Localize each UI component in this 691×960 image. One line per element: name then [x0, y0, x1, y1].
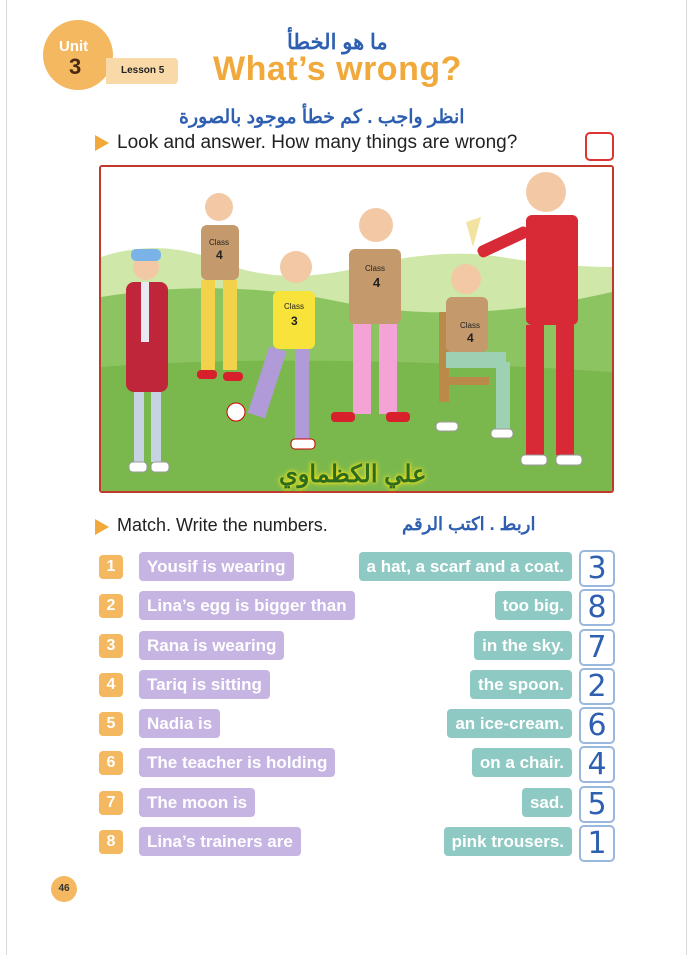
sentence-start: Nadia is: [139, 709, 220, 738]
instruction-2: Match. Write the numbers.: [117, 515, 328, 535]
answer-field[interactable]: 4: [579, 746, 615, 783]
row-number: 2: [99, 594, 123, 618]
answer-field[interactable]: 6: [579, 707, 615, 744]
unit-label: Unit: [59, 38, 89, 55]
answer-box[interactable]: [585, 132, 614, 161]
match-row: [7, 629, 686, 665]
page-number: 46: [51, 876, 77, 902]
answer-field[interactable]: 7: [579, 629, 615, 666]
shirt-number: 3: [291, 314, 298, 328]
sentence-end: too big.: [495, 591, 572, 620]
match-row: [7, 746, 686, 782]
page-title: What’s wrong?: [213, 50, 462, 88]
shirt-number: 4: [373, 275, 381, 290]
row-number: 8: [99, 830, 123, 854]
lesson-tab: [106, 58, 178, 84]
sentence-end: an ice-cream.: [447, 709, 572, 738]
sentence-start: Yousif is wearing: [139, 552, 294, 581]
shirt-label: Class: [460, 321, 481, 330]
sentence-start: Lina’s egg is bigger than: [139, 591, 355, 620]
textbook-page: [6, 0, 687, 955]
match-row: [7, 550, 686, 586]
arabic-instruction-2: اربط . اكتب الرقم: [402, 514, 536, 534]
sentence-end: in the sky.: [474, 631, 572, 660]
illustration: [99, 165, 614, 493]
lesson-label: Lesson 5: [121, 65, 165, 76]
row-number: 5: [99, 712, 123, 736]
sentence-end: sad.: [522, 788, 572, 817]
sentence-start: The moon is: [139, 788, 255, 817]
match-row: [7, 668, 686, 704]
row-number: 7: [99, 791, 123, 815]
match-row: [7, 707, 686, 743]
match-row: [7, 786, 686, 822]
match-row: [7, 825, 686, 861]
arabic-instruction-1: انظر واجب . كم خطأ موجود بالصورة: [179, 107, 465, 128]
answer-field[interactable]: 2: [579, 668, 615, 705]
sentence-start: Lina’s trainers are: [139, 827, 301, 856]
answer-field[interactable]: 3: [579, 550, 615, 587]
arabic-title: ما هو الخطأ: [287, 31, 388, 54]
sentence-end: a hat, a scarf and a coat.: [359, 552, 572, 581]
answer-field[interactable]: 1: [579, 825, 615, 862]
shirt-label: Class: [209, 238, 230, 247]
sentence-start: The teacher is holding: [139, 748, 335, 777]
arrow-right-icon: [95, 519, 109, 535]
row-number: 6: [99, 751, 123, 775]
sentence-start: Rana is wearing: [139, 631, 284, 660]
sentence-end: on a chair.: [472, 748, 572, 777]
shirt-label: Class: [284, 302, 305, 311]
row-number: 1: [99, 555, 123, 579]
row-number: 4: [99, 673, 123, 697]
unit-number: 3: [69, 54, 82, 79]
scene-drawing: [101, 167, 612, 491]
shirt-label: Class: [365, 264, 386, 273]
sentence-start: Tariq is sitting: [139, 670, 270, 699]
sentence-end: pink trousers.: [444, 827, 572, 856]
shirt-number: 4: [467, 331, 474, 345]
row-number: 3: [99, 634, 123, 658]
match-row: [7, 589, 686, 625]
instruction-1: Look and answer. How many things are wrong?: [117, 132, 518, 153]
answer-field[interactable]: 5: [579, 786, 615, 823]
sentence-end: the spoon.: [470, 670, 572, 699]
watermark: علي الكظماوي: [279, 461, 427, 488]
answer-field[interactable]: 8: [579, 589, 615, 626]
shirt-number: 4: [216, 248, 223, 262]
arrow-right-icon: [95, 135, 109, 151]
unit-badge: [43, 20, 113, 90]
